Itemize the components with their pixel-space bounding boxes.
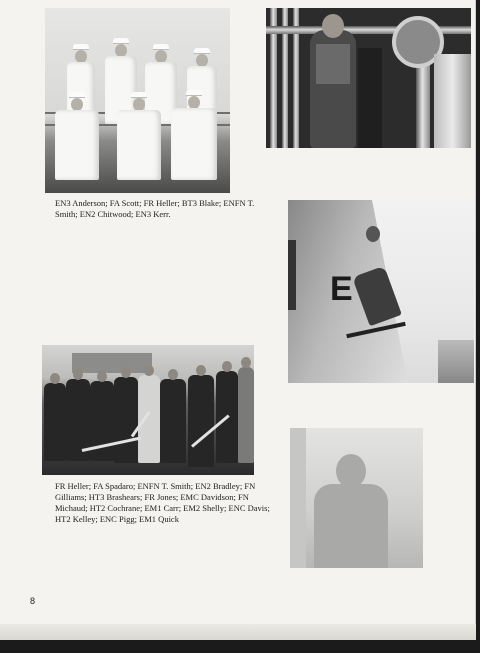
page-number: 8: [30, 596, 36, 606]
hull-painting-photo: [288, 200, 474, 383]
sailor-kneeling: [117, 92, 161, 180]
second-crewman-figure: [358, 48, 382, 148]
crewman-figure: [310, 30, 356, 148]
bulkhead: [290, 428, 306, 568]
working-party-caption: FR Heller; FA Spadaro; ENFN T. Smith; EN2 Bradley; FN Gilliams; HT3 Brashears; FR Jones; EMC Davidson; FN Michaud; HT2 Cochrane; EM1 Carr; EM2 Shelly; ENC Davis; HT2 Kelley; ENC Pigg; EM1 Quick: [55, 481, 270, 524]
hull-number-letter: E: [330, 270, 353, 308]
crew-group-photo: [45, 8, 230, 193]
page-edge-shadow: [0, 624, 476, 640]
hull-edge: [288, 240, 296, 310]
sailor-kneeling: [55, 92, 99, 180]
deck-structure: [438, 340, 474, 383]
group-photo-caption: EN3 Anderson; FA Scott; FR Heller; BT3 Blake; ENFN T. Smith; EN2 Chitwood; EN3 Kerr.: [55, 198, 255, 219]
faded-sailor-photo: [290, 428, 423, 568]
machinery-housing: [434, 54, 471, 148]
ship-superstructure: [72, 353, 152, 373]
engine-room-photo: [266, 8, 471, 148]
working-party-photo: [42, 345, 254, 475]
sailor-on-top: [366, 226, 380, 242]
sailor-body: [314, 484, 388, 568]
sailor-head: [336, 454, 366, 488]
sailor-kneeling: [171, 90, 217, 180]
